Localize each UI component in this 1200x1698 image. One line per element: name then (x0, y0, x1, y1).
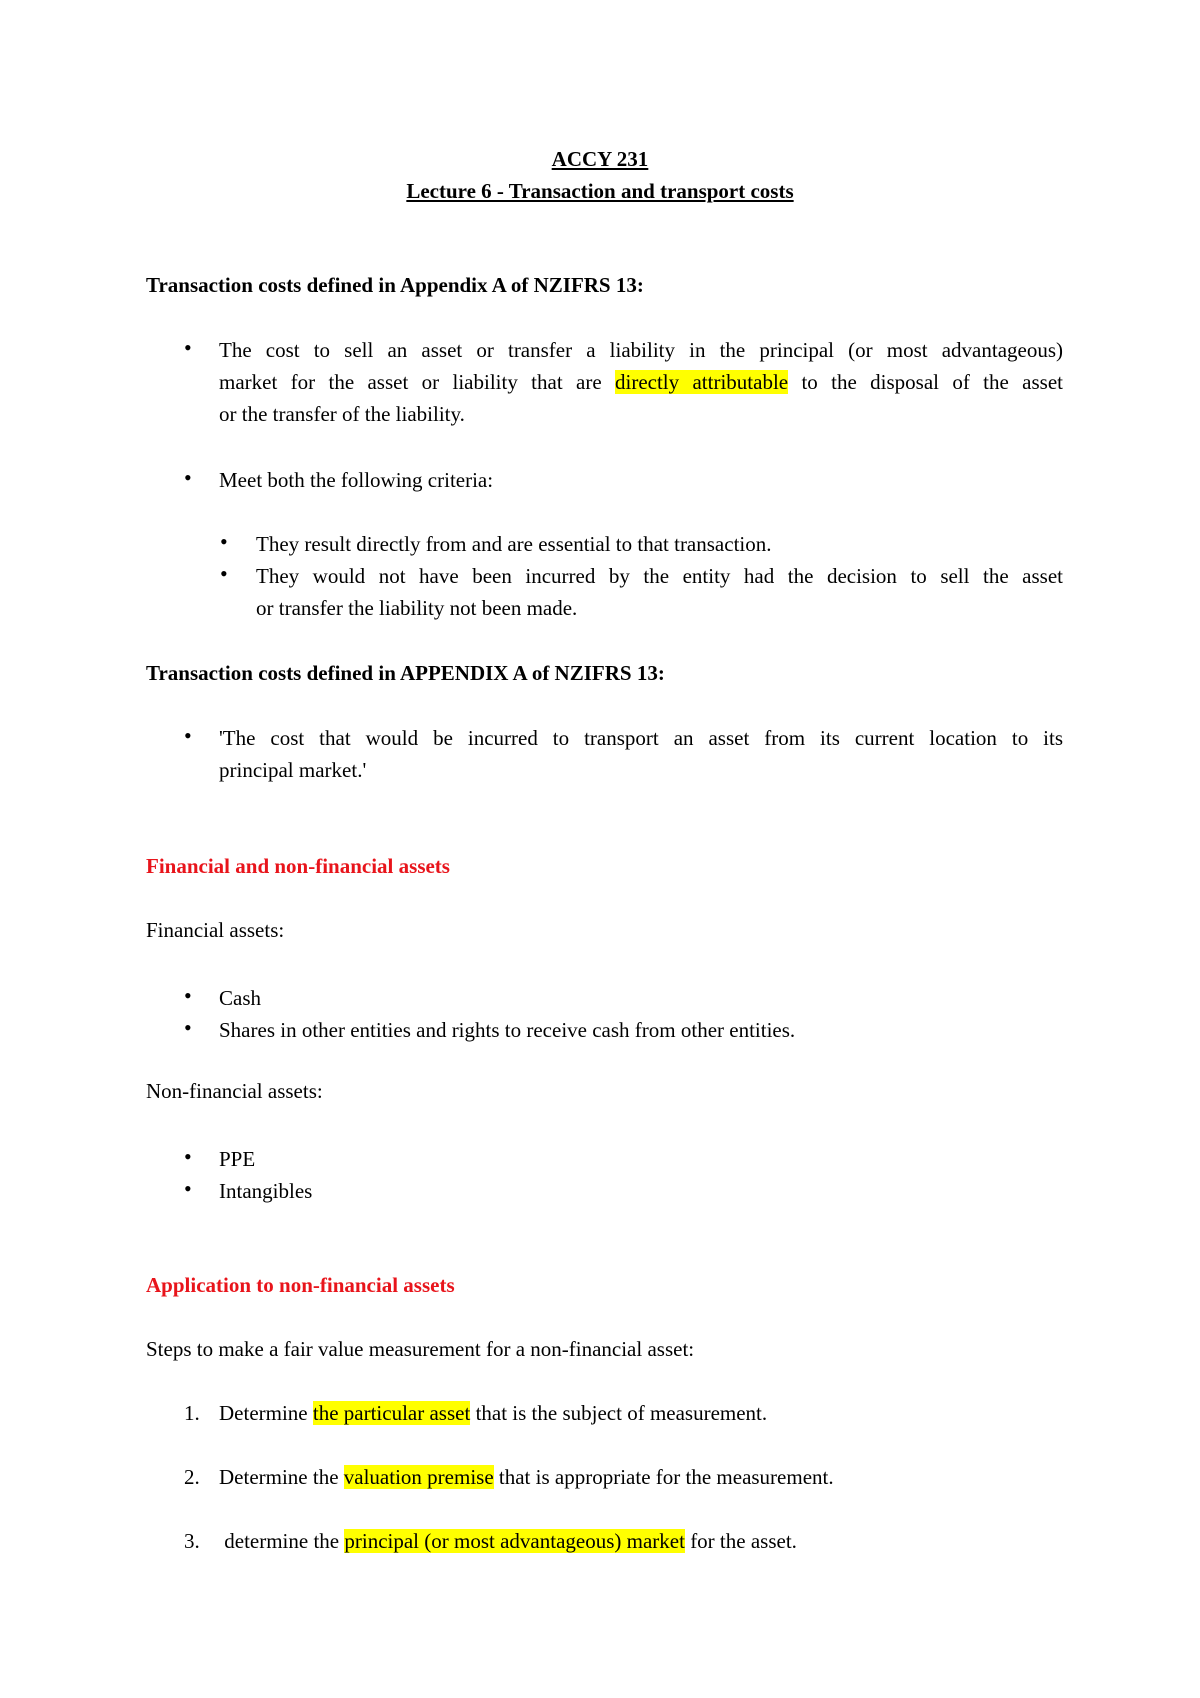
bullet-text: Meet both the following criteria: (219, 468, 494, 492)
bullet-icon: • (184, 1015, 192, 1040)
step-number: 1. (184, 1401, 200, 1425)
highlighted-text: directly attributable (615, 370, 789, 394)
list-item: Shares in other entities and rights to receive cash from other entities. (219, 1018, 796, 1042)
bullet-icon: • (184, 983, 192, 1008)
bullet-icon: • (220, 561, 228, 586)
text-run: to the disposal of the asset (788, 370, 1063, 394)
text-run: determine the (219, 1529, 345, 1553)
document-title: ACCY 231 (551, 147, 649, 171)
bullet-line: They would not have been incurred by the entity had the decision to sell the asset (256, 564, 1063, 588)
section-heading-red: Financial and non-financial assets (146, 854, 450, 878)
bullet-icon: • (184, 465, 192, 490)
text-run: market for the asset or liability that are (219, 370, 615, 394)
bullet-line: The cost to sell an asset or transfer a liability in the principal (or most advantageous) (219, 338, 1063, 362)
step-number: 3. (184, 1529, 200, 1553)
step-text (219, 1461, 834, 1493)
highlighted-text: valuation premise (343, 1465, 494, 1489)
step-text (219, 1525, 797, 1557)
paragraph: Financial assets: (146, 918, 285, 942)
list-item: Intangibles (219, 1179, 313, 1203)
text-run: for the asset. (684, 1529, 797, 1553)
bullet-icon: • (184, 335, 192, 360)
list-item: PPE (219, 1147, 256, 1171)
paragraph: Non-financial assets: (146, 1079, 323, 1103)
bullet-line: 'The cost that would be incurred to transport an asset from its current location to its (219, 726, 1063, 750)
text-run: that is appropriate for the measurement. (493, 1465, 834, 1489)
paragraph: Steps to make a fair value measurement for a non-financial asset: (146, 1337, 695, 1361)
sub-bullet-text (256, 560, 1063, 624)
sub-bullet-text: They result directly from and are essential to that transaction. (256, 532, 772, 556)
bullet-line: or transfer the liability not been made. (256, 596, 578, 620)
bullet-line (219, 366, 1063, 398)
bullet-text (219, 334, 1063, 430)
highlighted-text: the particular asset (312, 1401, 471, 1425)
highlighted-text: principal (or most advantageous) market (344, 1529, 685, 1553)
text-run: Determine (219, 1401, 313, 1425)
bullet-icon: • (220, 529, 228, 554)
bullet-line: principal market.' (219, 758, 367, 782)
section-heading: Transaction costs defined in APPENDIX A of NZIFRS 13: (146, 661, 665, 685)
bullet-text (219, 722, 1063, 786)
step-text (219, 1397, 767, 1429)
bullet-icon: • (184, 723, 192, 748)
step-number: 2. (184, 1465, 200, 1489)
bullet-line: or the transfer of the liability. (219, 402, 465, 426)
bullet-icon: • (184, 1144, 192, 1169)
text-run: Determine the (219, 1465, 344, 1489)
document-subtitle: Lecture 6 - Transaction and transport costs (406, 179, 794, 203)
bullet-icon: • (184, 1176, 192, 1201)
section-heading-red: Application to non-financial assets (146, 1273, 455, 1297)
text-run: that is the subject of measurement. (470, 1401, 768, 1425)
list-item: Cash (219, 986, 261, 1010)
section-heading: Transaction costs defined in Appendix A of NZIFRS 13: (146, 273, 644, 297)
